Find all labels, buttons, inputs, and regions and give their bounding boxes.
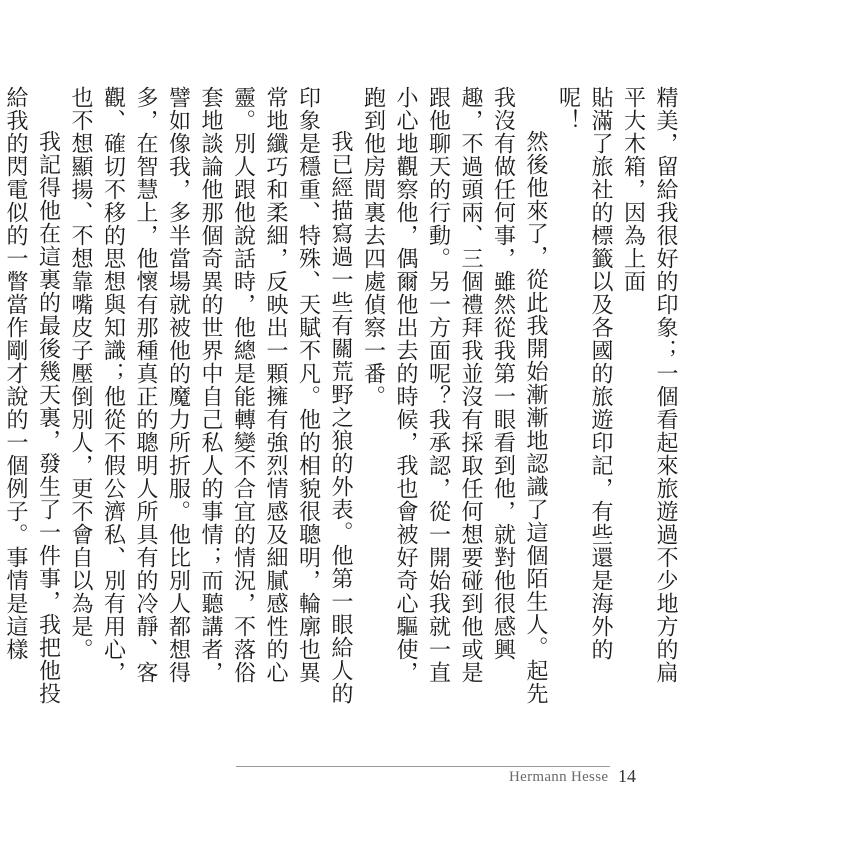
- paragraph-lead-in: 精美，留給我很好的印象；一個看起來旅遊過不少地方的扁平大木箱，因為上面: [620, 86, 678, 684]
- footer-rule: [236, 766, 610, 767]
- paragraph-3: 我已經描寫過一些有關荒野之狼的外表。他第一眼給人的印象是穩重、特殊、天賦不凡。他的相貌很聰明，輪廓也異常地纖巧和柔細，反映出一顆擁有強烈情感及細膩感性的心靈。別人跟他說話時，他總是能轉變不合宜的情況，不落俗套地談論他那個奇異的世界中自己私人的事情；而聽講者，譬如像我，多半當場就被他的魔力所折服。他比別人都想得多，在智慧上，他懷有那種真正的聰明人所具有的冷靜、客觀、確切不移的思想與知識；他從不假公濟私、別有用心，也不想顯揚、不想靠嘴皮子壓倒別人，更不會自以為是。: [68, 86, 353, 705]
- paragraph-1: 貼滿了旅社的標籤以及各國的旅遊印記，有些還是海外的呢！: [555, 86, 613, 661]
- paragraph-2: 然後他來了，從此我開始漸漸地認識了這個陌生人。起先我沒有做任何事，雖然從我第一眼看到他，就對他很感興趣，不過頭兩、三個禮拜我並沒有採取任何想要碰到他或是跟他聊天的行動。另一方面呢？我承認，從一開始我就一直小心地觀察他，偶爾他出去的時候，我也會被好奇心驅使，跑到他房間裏去四處偵察一番。: [360, 86, 548, 705]
- footer-author: Hermann Hesse: [509, 769, 609, 785]
- paragraph-4: 我記得他在這裏的最後幾天裏，發生了一件事，我把他投給我的閃電似的一瞥當作剛才說的一個例子。事情是這樣: [3, 86, 61, 705]
- vertical-text-body: [3, 86, 681, 706]
- page-number: 14: [618, 766, 636, 786]
